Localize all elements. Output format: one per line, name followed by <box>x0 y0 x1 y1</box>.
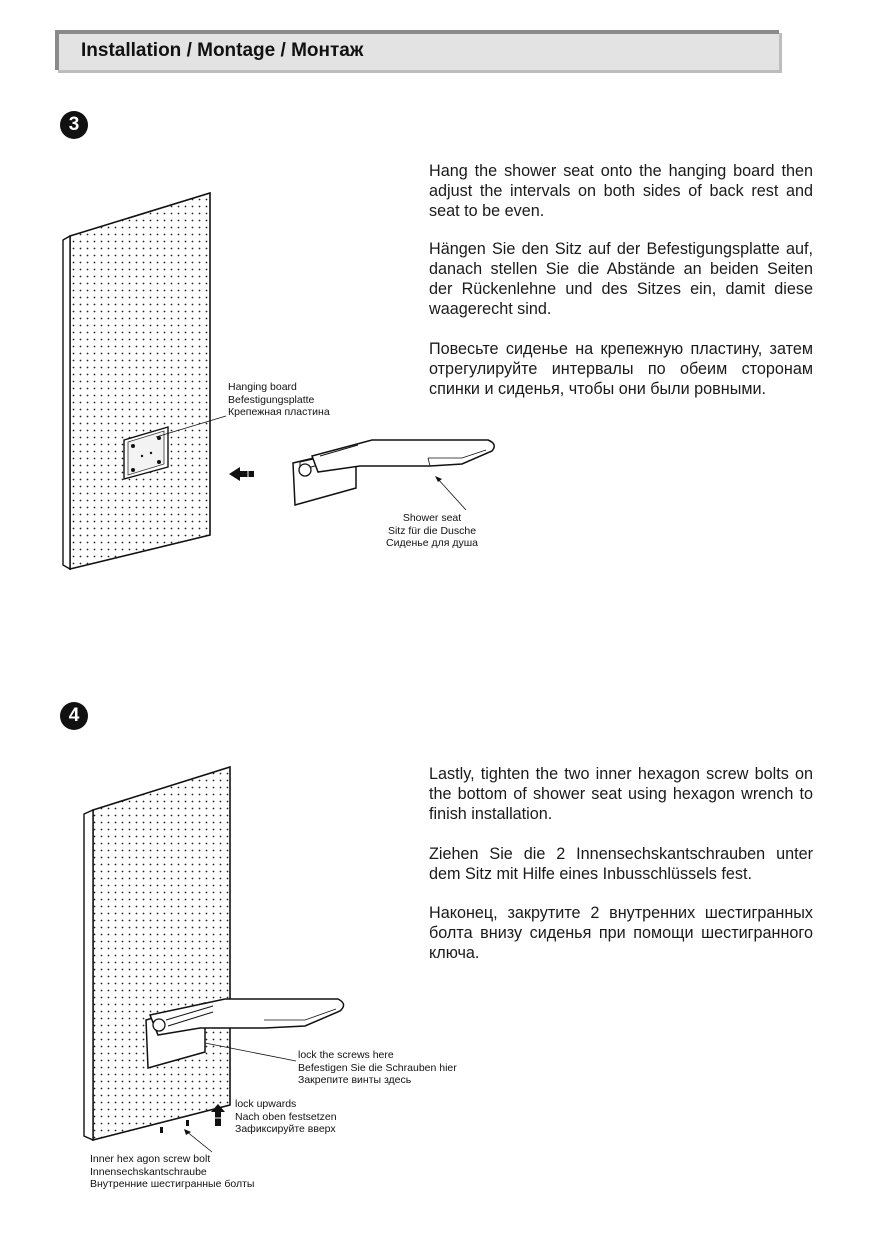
callout-shower-seat: Shower seat Sitz für die Dusche Сиденье для душа <box>386 512 478 549</box>
step-3-badge: 3 <box>60 111 88 139</box>
screw-icon <box>160 1127 163 1133</box>
step-4-text-ru: Наконец, закрутите 2 внутренних шестигранных болта внизу сиденья при помощи шестигранного ключа. <box>429 904 813 962</box>
shower-seat-icon <box>293 440 494 505</box>
callout-hanging-board: Hanging board Befestigungsplatte Крепежная пластина <box>228 381 330 418</box>
step-4-text-de: Ziehen Sie die 2 Innensechskantschrauben unter dem Sitz mit Hilfe eines Inbusschlüssels fest. <box>429 845 813 883</box>
left-arrow-icon <box>229 467 254 481</box>
step-4-figure <box>84 767 344 1152</box>
step-3-text-de: Hängen Sie den Sitz auf der Befestigungsplatte auf, danach stellen Sie die Abstände an beiden Seiten der Rückenlehne und des Sitzes ein, damit diese waagerecht sind. <box>429 240 813 318</box>
step-3-text-ru: Повесьте сиденье на крепежную пластину, затем отрегулируйте интервалы по обеим сторонам спинки и сиденья, чтобы они были ровными. <box>429 340 813 398</box>
callout-lock-upwards: lock upwards Nach oben festsetzen Зафиксируйте вверх <box>235 1098 337 1135</box>
step-4-text-en: Lastly, tighten the two inner hexagon screw bolts on the bottom of shower seat using hexagon wrench to finish installation. <box>429 765 813 823</box>
callout-lock-screws: lock the screws here Befestigen Sie die Schrauben hier Закрепите винты здесь <box>298 1049 457 1086</box>
page-title: Installation / Montage / Монтаж <box>81 40 364 61</box>
step-4-badge: 4 <box>60 702 88 730</box>
wall-panel <box>70 193 210 569</box>
step-3-text-en: Hang the shower seat onto the hanging board then adjust the intervals on both sides of back rest and seat to be even. <box>429 162 813 220</box>
callout-hex-bolt: Inner hex agon screw bolt Innensechskantschraube Внутренние шестигранные болты <box>90 1153 255 1190</box>
wall-panel <box>93 767 230 1140</box>
screw-icon <box>186 1120 189 1126</box>
